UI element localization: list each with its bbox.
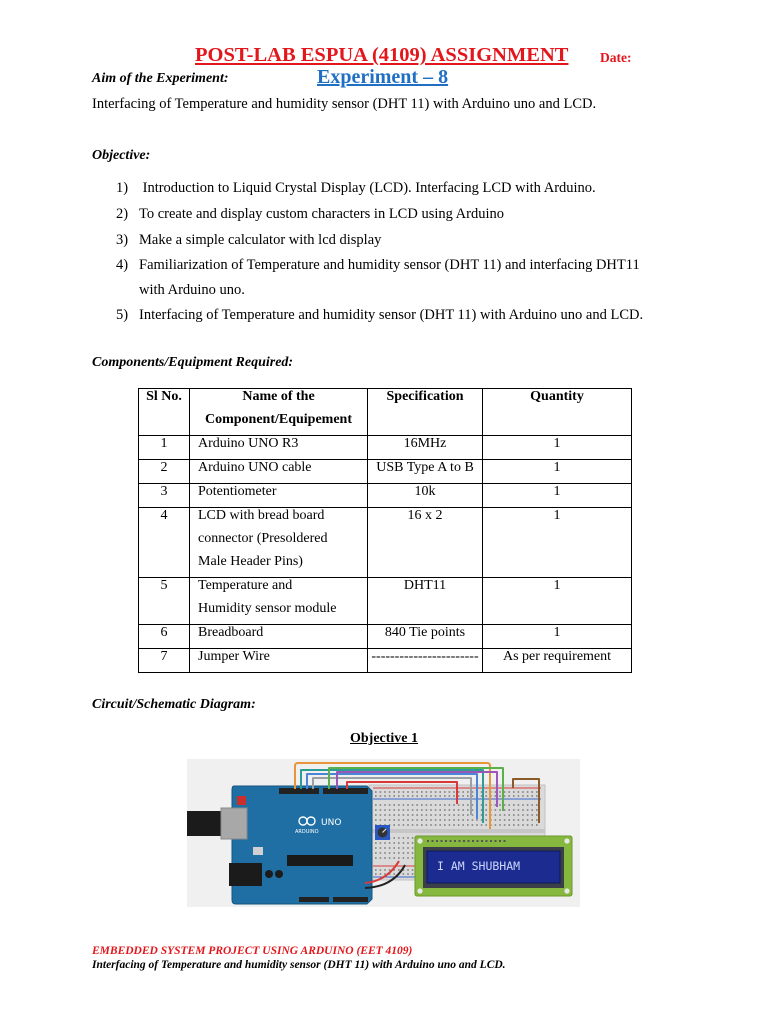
experiment-number: Experiment – 8 [317, 66, 449, 88]
mounting-hole [417, 838, 422, 843]
table-cell [139, 508, 190, 578]
component-name: Breadboard [198, 625, 264, 640]
objective-heading: Objective: [92, 148, 151, 163]
list-item-text: Familiarization of Temperature and humidity sensor (DHT 11) and interfacing DHT11 [139, 257, 640, 273]
sl-no: 3 [160, 484, 168, 499]
arduino-pcb [232, 786, 372, 904]
capacitor [275, 870, 283, 878]
list-item-continuation: with Arduino uno. [139, 282, 245, 298]
table-cell [139, 578, 190, 625]
components-heading: Components/Equipment Required: [92, 355, 294, 370]
aim-label: Aim of the Experiment: [92, 71, 229, 86]
specification: USB Type A to B [376, 460, 474, 475]
sl-no: 6 [160, 625, 168, 640]
board-model-label: UNO [321, 818, 342, 828]
quantity: 1 [553, 436, 561, 451]
potentiometer [375, 825, 390, 840]
component-name: LCD with bread board connector (Presoldered Male Header Pins) [198, 508, 328, 569]
sl-no: 4 [160, 508, 168, 523]
list-number: 2) [116, 206, 129, 222]
quantity: 1 [553, 460, 561, 475]
column-header-specification [368, 389, 483, 436]
breadboard-channel [369, 829, 545, 833]
table-cell [368, 578, 483, 625]
component-name: Temperature and Humidity sensor module [198, 578, 337, 616]
list-item-text: Interfacing of Temperature and humidity sensor (DHT 11) with Arduino uno and LCD. [139, 307, 644, 323]
capacitor [265, 870, 273, 878]
list-number: 1) [116, 180, 129, 196]
usb-plug [187, 811, 223, 836]
table-cell [483, 508, 632, 578]
table-header-row [139, 389, 632, 436]
quantity: As per requirement [502, 649, 612, 664]
component-name: Arduino UNO R3 [198, 436, 299, 451]
reset-button [237, 796, 246, 805]
component-name: Jumper Wire [198, 649, 270, 664]
lcd-text: I AM SHUBHAM [437, 859, 521, 873]
column-header-sl-no [139, 389, 190, 436]
table-cell [483, 578, 632, 625]
table-cell [483, 649, 632, 673]
column-header-label: Name of the Component/Equipement [204, 389, 353, 427]
circuit-diagram-svg [187, 759, 580, 907]
aim-text: Interfacing of Temperature and humidity sensor (DHT 11) with Arduino uno and LCD. [92, 96, 597, 112]
quantity: 1 [553, 508, 561, 523]
footer-subtitle: Interfacing of Temperature and humidity sensor (DHT 11) with Arduino uno and LCD. [92, 959, 506, 971]
specification: 16 x 2 [407, 508, 443, 523]
list-item-text: Introduction to Liquid Crystal Display (LCD). Interfacing LCD with Arduino. [139, 180, 596, 196]
component-name: Potentiometer [198, 484, 277, 499]
lcd-module [415, 836, 572, 896]
specification: DHT11 [403, 578, 447, 593]
usb-port-overlay [221, 808, 247, 839]
table-cell [190, 578, 368, 625]
table-row [139, 649, 632, 673]
mounting-hole [564, 888, 569, 893]
sl-no: 2 [160, 460, 168, 475]
assignment-title: POST-LAB ESPUA (4109) ASSIGNMENT [195, 44, 569, 66]
list-number: 4) [116, 257, 129, 273]
circuit-diagram [187, 759, 580, 907]
date-label: Date: [600, 50, 632, 65]
specification: ----------------------- [371, 649, 479, 664]
board-brand-label: ARDUINO [295, 829, 319, 835]
footer-course-title: EMBEDDED SYSTEM PROJECT USING ARDUINO (EET 4109) [92, 945, 413, 957]
specification: 16MHz [403, 436, 447, 451]
sl-no: 7 [160, 649, 168, 664]
quantity: 1 [553, 484, 561, 499]
table-cell [368, 649, 483, 673]
microcontroller-chip [287, 855, 353, 866]
column-header-quantity [483, 389, 632, 436]
column-header-name [190, 389, 368, 436]
component-name: Arduino UNO cable [198, 460, 312, 475]
table-row [139, 578, 632, 625]
list-number: 5) [116, 307, 129, 323]
crystal-oscillator [253, 847, 263, 855]
table-cell [368, 508, 483, 578]
components-table [138, 388, 632, 673]
mounting-hole [564, 838, 569, 843]
list-item-text: Make a simple calculator with lcd display [139, 232, 382, 248]
barrel-jack [229, 863, 262, 886]
sl-no: 5 [160, 578, 168, 593]
table-cell [190, 508, 368, 578]
quantity: 1 [553, 625, 561, 640]
power-header [299, 897, 329, 902]
specification: 840 Tie points [384, 625, 466, 640]
table-row [139, 508, 632, 578]
column-header-label: Sl No. [146, 389, 182, 404]
list-number: 3) [116, 232, 129, 248]
analog-header [333, 897, 368, 902]
list-item-text: To create and display custom characters in LCD using Arduino [139, 206, 505, 222]
figure-title: Objective 1 [349, 731, 419, 746]
circuit-heading: Circuit/Schematic Diagram: [92, 697, 256, 712]
column-header-label: Specification [386, 389, 464, 404]
arduino-board [221, 786, 372, 904]
sl-no: 1 [160, 436, 168, 451]
column-header-label: Quantity [530, 389, 584, 404]
table-cell [190, 649, 368, 673]
table-cell [139, 649, 190, 673]
mounting-hole [417, 888, 422, 893]
quantity: 1 [553, 578, 561, 593]
specification: 10k [414, 484, 436, 499]
